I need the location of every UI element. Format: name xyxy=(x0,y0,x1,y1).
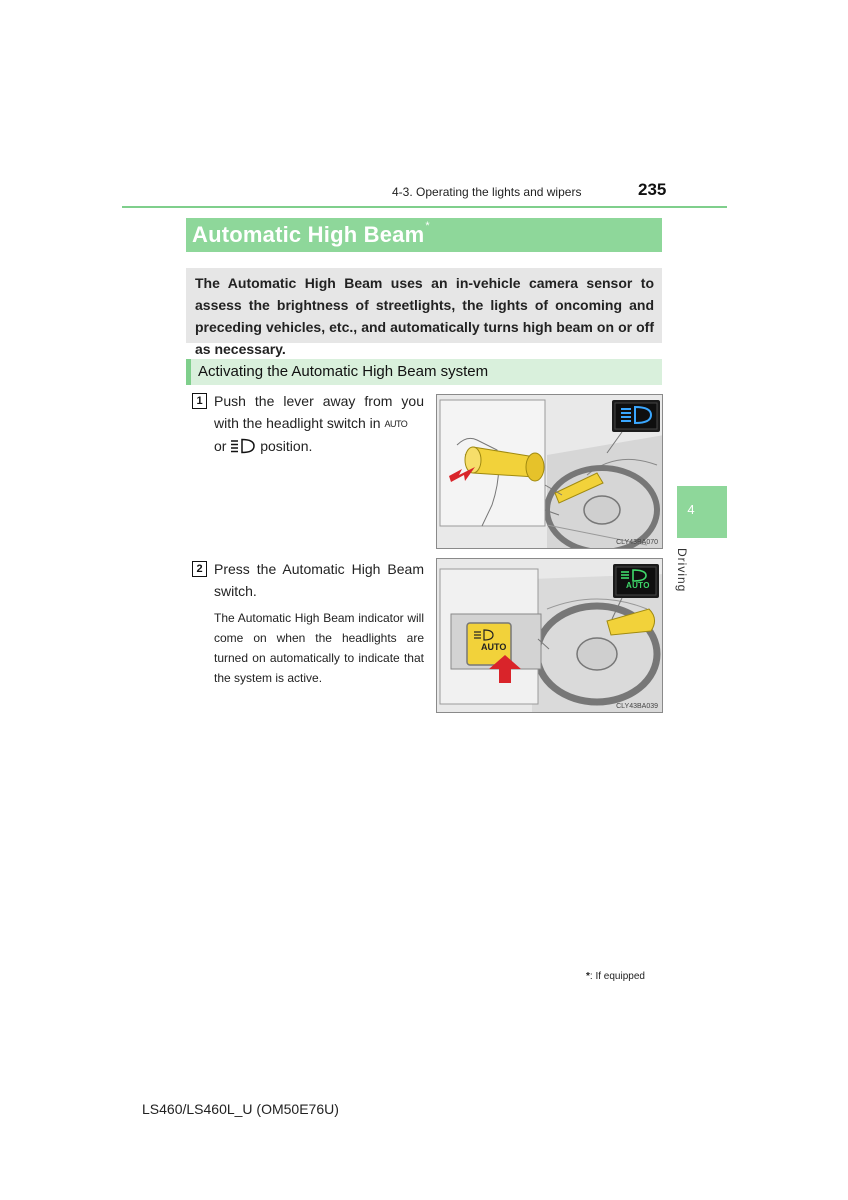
footer-model: LS460/LS460L_U (OM50E76U) xyxy=(142,1101,339,1117)
footnote-asterisk: * xyxy=(586,971,590,982)
auto-position-label: AUTO xyxy=(384,419,408,429)
step-1-text-part1: Push the lever away from you with the headlight switch in xyxy=(214,393,424,431)
page-title-bar xyxy=(186,218,662,252)
footnote xyxy=(586,971,645,982)
subheading: Activating the Automatic High Beam system xyxy=(198,363,489,380)
step-1-text-part2: or xyxy=(214,438,227,454)
image-code-2: CLY43BA039 xyxy=(616,703,658,710)
switch-auto-label: AUTO xyxy=(481,642,507,652)
intro-text: The Automatic High Beam uses an in-vehicle camera sensor to assess the brightness of streetlights, the lights of oncoming and preceding vehicles, etc., and automatically turns high beam on or off as necessary. xyxy=(195,275,654,357)
header-divider xyxy=(122,206,727,208)
image-code-1: CLY43BA070 xyxy=(616,539,658,546)
switch-illustration xyxy=(436,558,663,713)
headlight-icon xyxy=(230,438,256,460)
section-title: 4-3. Operating the lights and wipers xyxy=(392,185,582,199)
indicator-auto-label: AUTO xyxy=(626,581,650,590)
chapter-tab xyxy=(677,486,727,538)
intro-box xyxy=(186,268,662,357)
step-2-text: Press the Automatic High Beam switch. xyxy=(214,561,424,599)
chapter-number: 4 xyxy=(687,502,695,517)
page-number: 235 xyxy=(638,180,667,199)
page-title-text: Automatic High Beam xyxy=(192,222,425,247)
chapter-label: Driving xyxy=(675,548,689,593)
step-number-2: 2 xyxy=(192,561,207,577)
step-2-note: The Automatic High Beam indicator will come on when the headlights are turned on automatically to indicate that the system is active. xyxy=(214,611,424,685)
step-number-1: 1 xyxy=(192,393,207,409)
step-1-text xyxy=(214,390,424,460)
footnote-text: : If equipped xyxy=(589,971,645,982)
lever-illustration xyxy=(436,394,663,549)
step-1-text-part3: position. xyxy=(260,438,313,454)
title-asterisk: * xyxy=(425,220,430,232)
page-title xyxy=(192,222,430,248)
subheading-bar xyxy=(186,359,662,385)
